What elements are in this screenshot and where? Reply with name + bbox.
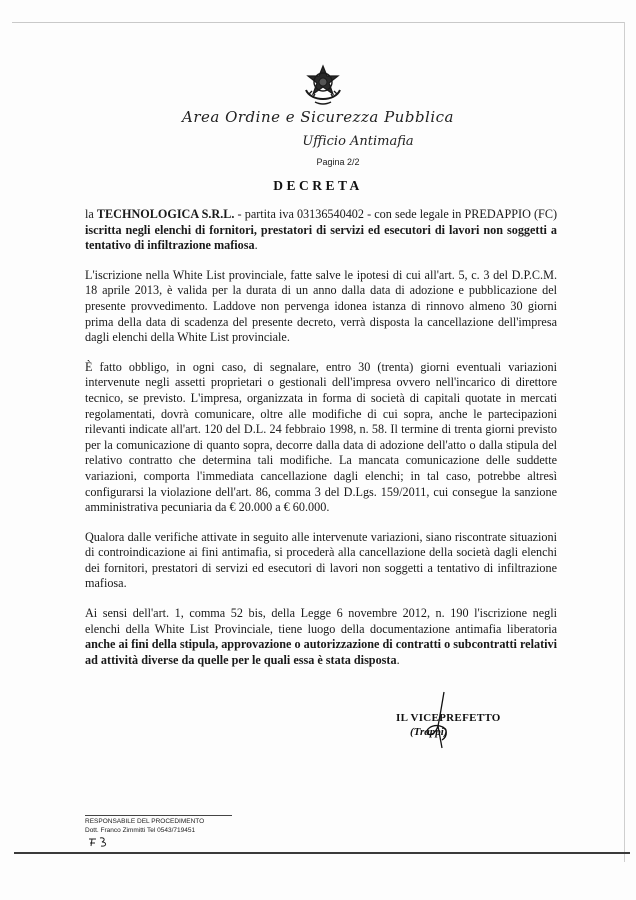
footer-contact-line: Dott. Franco Zimmitti Tel 0543/719451	[85, 826, 196, 834]
paragraph-obligations: È fatto obbligo, in ogni caso, di segnalare, entro 30 (trenta) giorni eventuali variazioni intervenute negli assetti proprietari o gestionali dell'impresa ovvero nell'incarico di direttore tecnico, se previsto. L'impresa, organizzata in forma di società di capitali quotate in mercati regolamentati, dovrà comunicare, oltre alle modifiche di cui sopra, anche le partecipazioni rilevanti indicate all'art. 120 del D.L. 24 febbraio 1998, n. 58. Il termine di trenta giorni previsto per la comunicazione di quanto sopra, decorre dalla data di adozione dell'atto o dalla stipula del relativo contratto che determina tali modifiche. La mancata comunicazione delle suddette variazioni, comporta l'immediata cancellazione dagli elenchi; in tal caso, potrebbe altresì configurarsi la violazione dell'art. 86, comma 3 del D.Lgs. 159/2011, cui consegue la sanzione amministrativa pecuniaria da € 20.000 a € 60.000.	[85, 359, 557, 515]
paragraph-validity: L'iscrizione nella White List provinciale, fatte salve le ipotesi di cui all'art. 5, c. 3 del D.P.C.M. 18 aprile 2013, è valida per la durata di un anno dalla data di adozione e pubblicazione del presente provvedimento. Laddove non pervenga idonea istanza di rinnovo almeno 30 giorni prima della data di scadenza del presente decreto, verrà disposta la cancellazione dell'impresa dagli elenchi della White List provinciale.	[85, 267, 557, 345]
document-body	[85, 204, 557, 682]
text-segment: - partita iva 03136540402 - con sede legale in PREDAPPIO (FC)	[234, 207, 558, 221]
office-name: Area Ordine e Sicurezza Pubblica	[181, 108, 454, 126]
scan-edge-top	[12, 22, 624, 23]
scan-edge-bottom	[14, 852, 630, 854]
text-segment: la	[85, 207, 97, 221]
paragraph-cancellation: Qualora dalle verifiche attivate in seguito alle intervenute variazioni, siano riscontrate situazioni di controindicazione ai fini antimafia, si procederà alla cancellazione della società dagli elenchi dei fornitori, prestatori di servizi ed esecutori di lavori non soggetti a tentativo di infiltrazione mafiosa.	[85, 529, 557, 591]
signatory-title: IL VICEPREFETTO	[396, 712, 501, 724]
signatory-name: (Trappi)	[410, 726, 448, 738]
handwritten-initials	[88, 836, 110, 848]
footer-contact	[85, 818, 204, 835]
document-title: DECRETA	[273, 178, 363, 193]
italian-republic-emblem-icon	[303, 64, 343, 106]
company-name: TECHNOLOGICA S.R.L.	[96, 207, 235, 221]
registration-statement: iscritta negli elenchi di fornitori, prestatori di servizi ed esecutori di lavori non soggetti a tentativo di infiltrazione mafiosa	[85, 222, 557, 253]
footer-divider	[85, 815, 232, 816]
page-number: Pagina 2/2	[316, 157, 360, 167]
bold-clause: anche ai fini della stipula, approvazione o autorizzazione di contratti o subcontratti relativi ad attività diverse da quelle per le quali essa è stata disposta	[85, 637, 557, 667]
text-segment: .	[396, 652, 400, 667]
footer-label: RESPONSABILE DEL PROCEDIMENTO	[85, 818, 205, 825]
text-segment: .	[254, 238, 258, 253]
paragraph-company-registration	[85, 207, 557, 254]
signature-block	[396, 712, 536, 738]
paragraph-legal-effect	[85, 606, 557, 668]
office-unit: Ufficio Antimafia	[302, 134, 414, 149]
text-segment: Ai sensi dell'art. 1, comma 52 bis, della Legge 6 novembre 2012, n. 190 l'iscrizione negli elenchi della White List Provinciale, tiene luogo della documentazione antimafia liberatoria	[85, 606, 557, 636]
